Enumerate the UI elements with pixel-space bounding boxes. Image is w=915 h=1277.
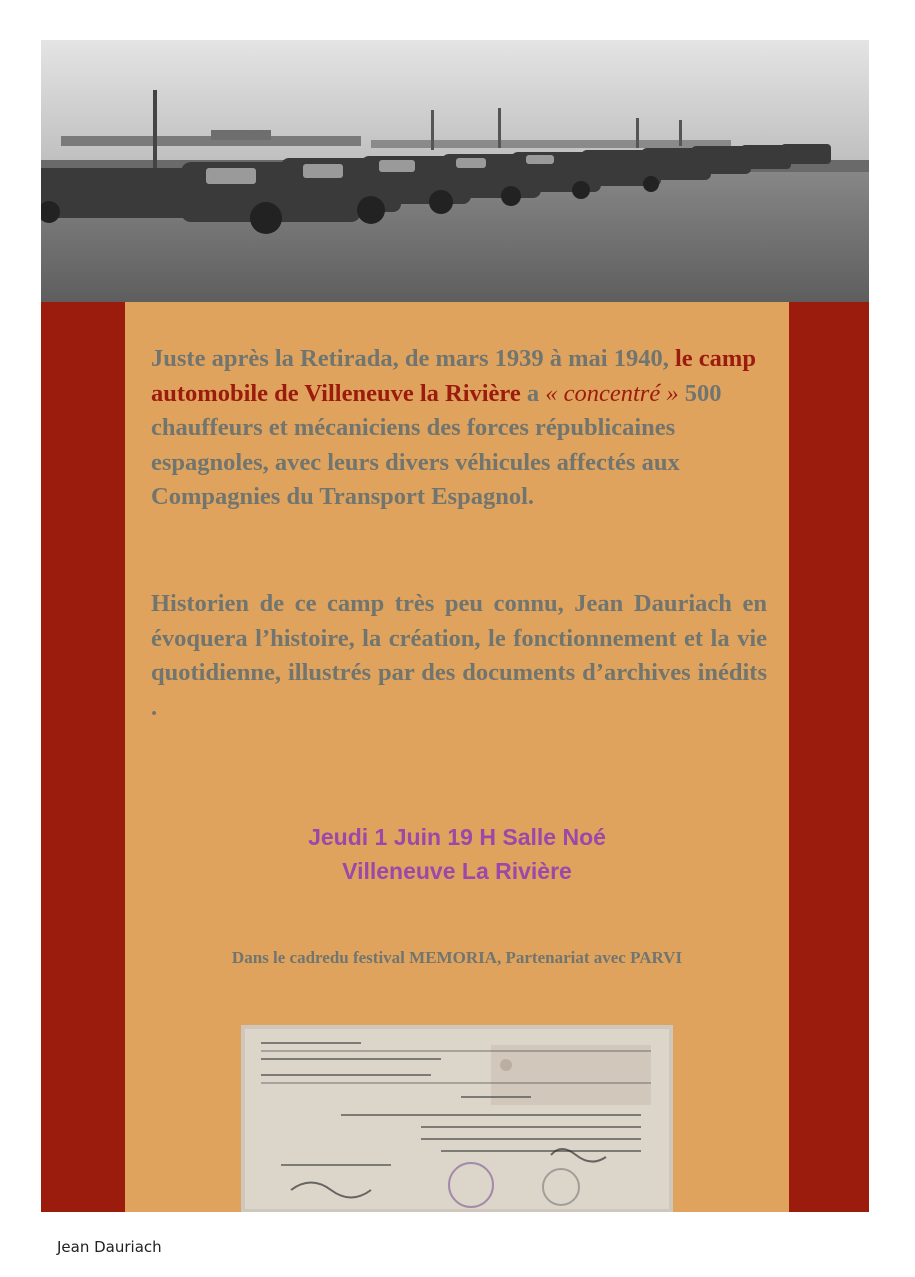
poster [41, 40, 869, 1212]
vehicle-camp-photo [41, 40, 869, 302]
historian-paragraph: Historien de ce camp très peu connu, Jean Dauriach en évoquera l’histoire, la création, le fonctionnement et la vie quotidienne, illustrés par des documents d’archives inédits . [151, 590, 767, 721]
intro-text-end: 500 chauffeurs et mécaniciens des forces républicaines espagnoles, avec leurs divers véhicules affectés aux Compagnies du Transport Espagnol. [151, 379, 722, 510]
archive-document-photo [241, 1025, 673, 1212]
intro-text-connector: a [520, 379, 546, 407]
intro-text-start: Juste après la Retirada, de mars 1939 à mai 1940, [151, 345, 669, 372]
intro-paragraph [151, 342, 771, 515]
event-location: Villeneuve La Rivière [342, 858, 572, 884]
author-credit: Jean Dauriach [57, 1238, 162, 1256]
event-date-venue: Jeudi 1 Juin 19 H Salle Noé [308, 824, 606, 850]
event-details [125, 820, 789, 888]
concentrated-quote: « concentré » [545, 379, 679, 407]
partners-line: Dans le cadredu festival MEMORIA, Partenariat avec PARVI [231, 948, 683, 967]
camp-highlight: le camp automobile de Villeneuve la Rivière [151, 345, 756, 407]
